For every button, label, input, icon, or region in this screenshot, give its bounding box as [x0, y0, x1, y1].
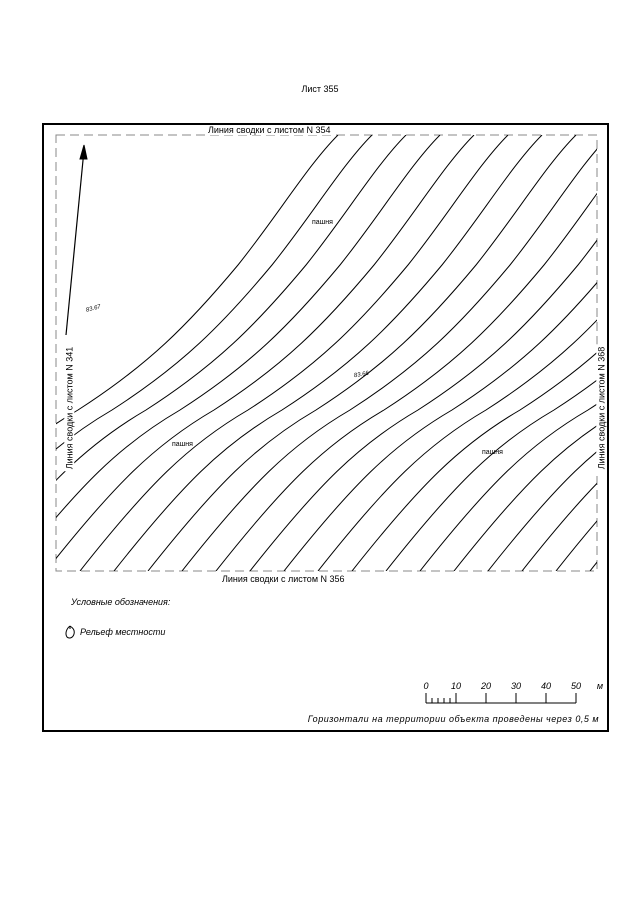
contour-line — [522, 135, 607, 571]
north-arrow-icon — [66, 145, 87, 335]
contour-map — [44, 125, 607, 730]
contour-line — [352, 135, 607, 571]
elevation-label: 83.67 — [85, 304, 102, 314]
edge-label-left: Линия сводки с листом N 341 — [64, 346, 75, 470]
contour-line — [44, 135, 406, 571]
sheet-title: Лист 355 — [301, 84, 339, 94]
area-label: пашня — [312, 219, 333, 226]
contour-line — [44, 135, 372, 571]
contour-line — [386, 135, 607, 571]
contour-line — [488, 135, 607, 571]
contour-lines — [44, 135, 607, 571]
legend-item-label: Рельеф местности — [80, 627, 166, 637]
contour-line — [44, 135, 440, 571]
contour-line — [216, 135, 607, 571]
contour-line — [318, 135, 607, 571]
edge-label-bottom: Линия сводки с листом N 356 — [222, 574, 345, 584]
legend-title: Условные обозначения: — [71, 597, 171, 607]
scale-tick-label: 50 — [570, 681, 582, 691]
scale-tick-label: 10 — [450, 681, 462, 691]
edge-label-right: Линия сводки с листом N 368 — [596, 346, 607, 470]
contour-line — [80, 135, 508, 571]
contour-line — [250, 135, 607, 571]
scale-tick-label: 40 — [540, 681, 552, 691]
area-label: пашня — [482, 449, 503, 456]
scale-tick-label: 0 — [423, 681, 429, 691]
contour-line-icon — [64, 625, 76, 639]
area-label: пашня — [172, 441, 193, 448]
legend-item — [64, 625, 165, 639]
contour-interval-note: Горизонтали на территории объекта проведены через 0,5 м — [307, 714, 599, 724]
contour-line — [420, 135, 607, 571]
contour-line — [44, 135, 338, 571]
contour-line — [454, 135, 607, 571]
contour-line — [148, 135, 576, 571]
scale-bar — [414, 681, 604, 711]
scale-unit: м — [596, 681, 604, 691]
scale-tick-label: 20 — [480, 681, 492, 691]
elevation-label: 83.66 — [353, 370, 370, 380]
map-boundary — [56, 135, 597, 571]
contour-line — [114, 135, 542, 571]
edge-label-top: Линия сводки с листом N 354 — [208, 125, 331, 135]
contour-line — [46, 135, 474, 571]
contour-line — [182, 135, 607, 571]
map-frame — [42, 123, 609, 732]
scale-tick-label: 30 — [510, 681, 522, 691]
